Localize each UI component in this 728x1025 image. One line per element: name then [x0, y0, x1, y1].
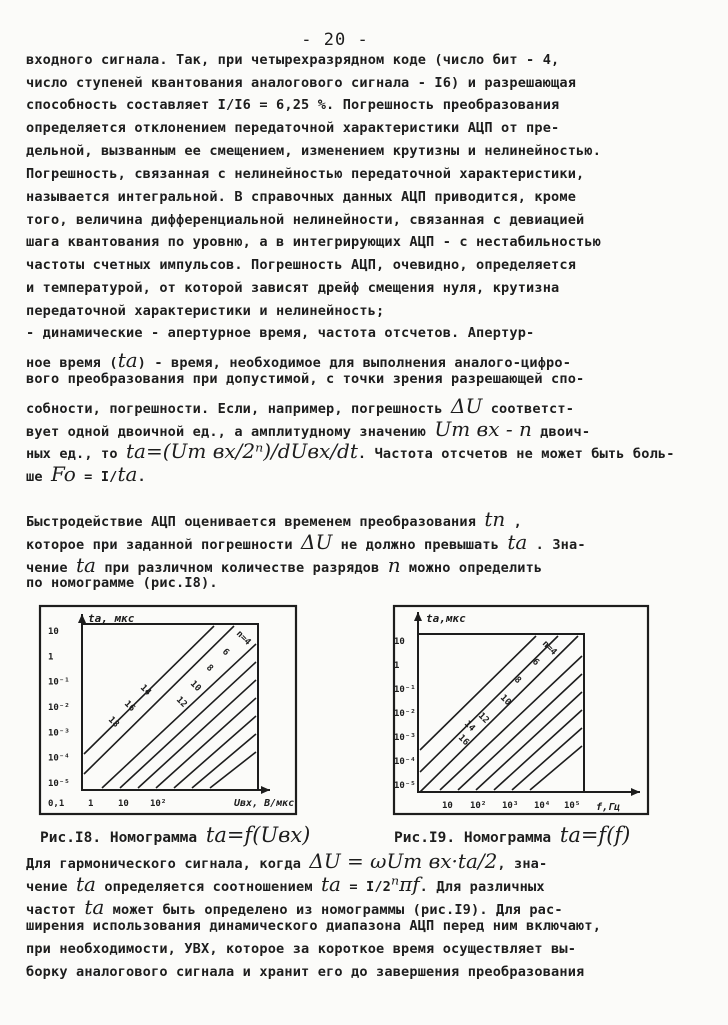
y-tick-label: 10⁻² — [48, 703, 70, 713]
x-tick-label: 10² — [150, 799, 167, 809]
text-line — [26, 189, 576, 205]
handwritten-formula: ta — [76, 553, 96, 577]
text-run: вого преобразования при допустимой, с точки зрения разрешающей спо- — [26, 371, 585, 387]
caption-fig18 — [40, 823, 310, 847]
caption-fig18-formula: ta=f(Uвх) — [205, 823, 311, 847]
text-line — [26, 234, 601, 250]
handwritten-formula: ΔU = ωUm вх·ta/2 — [309, 849, 498, 873]
y-tick-label: 10⁻⁴ — [394, 757, 416, 767]
text-run: число ступеней квантования аналогового сигнала - I6) и разрешающая — [26, 75, 577, 91]
series-label: 12 — [475, 711, 491, 726]
text-run: частоты счетных импульсов. Погрешность АЦП, очевидно, определяется — [26, 257, 577, 273]
text-run: . Для различных — [419, 879, 545, 895]
text-run: способность составляет I/I6 = 6,25 %. Погрешность преобразования — [26, 97, 560, 113]
text-run: , — [505, 514, 522, 530]
handwritten-formula: ta=(Um вх/2ⁿ)/dUвх/dt — [126, 439, 358, 463]
y-axis-label: ta,мкс — [426, 612, 466, 625]
text-run: того, величина дифференциальной нелинейности, связанная с девиацией — [26, 212, 585, 228]
handwritten-formula: ΔU — [451, 394, 483, 418]
y-tick-label: 1 — [394, 661, 400, 671]
text-line — [26, 348, 571, 372]
series-label: n=4 — [233, 629, 253, 648]
series-label: 10 — [187, 679, 203, 694]
series-label: 8 — [203, 663, 215, 674]
text-line — [26, 507, 522, 531]
x-axis-label: Uвх, В/мкс — [234, 798, 295, 809]
text-run: называется интегральной. В справочных данных АЦП приводится, кроме — [26, 189, 577, 205]
series-label: 10 — [497, 693, 513, 708]
series-label: 18 — [105, 715, 121, 730]
handwritten-formula: tп — [484, 507, 506, 531]
text-line — [26, 166, 584, 182]
text-line — [26, 964, 584, 980]
y-tick-label: 10 — [48, 627, 59, 637]
nomogram-line — [156, 698, 256, 788]
text-run: ширения использования динамического диапазона АЦП перед ним включают, — [26, 918, 602, 934]
nomogram-line — [192, 734, 256, 788]
y-axis-arrow — [414, 612, 422, 621]
nomogram-line — [512, 728, 582, 790]
handwritten-formula: Fo — [51, 462, 76, 486]
text-line — [26, 918, 601, 934]
series-label: n=4 — [539, 639, 559, 658]
series-label: 14 — [461, 719, 477, 734]
text-run: чение — [26, 560, 77, 576]
text-line — [26, 280, 559, 296]
x-tick-label: 10² — [470, 801, 487, 811]
nomogram-fig19 — [392, 604, 652, 819]
text-run: . Частота отсчетов не может быть боль- — [357, 446, 675, 462]
text-line — [26, 120, 559, 136]
page-number: - 20 - — [301, 30, 369, 50]
x-tick-label: 1 — [88, 799, 94, 809]
text-line — [26, 303, 384, 319]
text-run: = I/2 — [340, 879, 391, 895]
text-line — [26, 575, 218, 591]
text-run: ) - время, необходимое для выполнения аналого-цифро- — [137, 355, 572, 371]
text-run: , зна- — [497, 856, 548, 872]
text-run: = I/ — [75, 469, 118, 485]
text-run: ше — [26, 469, 52, 485]
nomogram-line — [455, 674, 582, 790]
y-tick-label: 10⁻² — [394, 709, 416, 719]
nomogram-line — [494, 710, 582, 790]
text-run: Быстродействие АЦП оценивается временем преобразования — [26, 514, 485, 530]
x-axis-arrow — [631, 788, 640, 796]
text-line — [26, 212, 584, 228]
text-run: шага квантования по уровню, а в интегрирующих АЦП - с нестабильностью — [26, 234, 602, 250]
text-run: определяется отклонением передаточной характеристики АЦП от пре- — [26, 120, 560, 136]
text-run: Для гармонического сигнала, когда — [26, 856, 310, 872]
text-line — [26, 941, 576, 957]
text-run: ных ед., то — [26, 446, 127, 462]
x-tick-label: 0,1 — [48, 799, 65, 809]
text-run: которое при заданной погрешности — [26, 537, 302, 553]
text-run: может быть определено из номограммы (рис.I9). Для рас- — [104, 902, 563, 918]
text-line — [26, 394, 574, 418]
plot-area — [82, 624, 258, 790]
text-run: частот — [26, 902, 85, 918]
nomogram-line — [138, 680, 256, 788]
text-run: входного сигнала. Так, при четырехразрядном коде (число бит - 4, — [26, 52, 560, 68]
y-tick-label: 1 — [48, 652, 54, 663]
handwritten-formula: ΔU — [301, 530, 333, 554]
text-line — [26, 895, 563, 919]
text-run: ное время ( — [26, 355, 118, 371]
series-label: 12 — [173, 695, 189, 710]
nomogram-fig18 — [38, 604, 300, 819]
text-line — [26, 75, 576, 91]
handwritten-formula: ta — [321, 872, 341, 896]
text-run: не должно превышать — [332, 537, 508, 553]
series-label: 8 — [511, 675, 523, 686]
series-label: 16 — [121, 699, 137, 714]
x-tick-label: 10⁴ — [534, 801, 551, 811]
text-run: вует одной двоичной ед., а амплитудному значению — [26, 424, 435, 440]
handwritten-formula: ta — [76, 872, 96, 896]
text-run: при необходимости, УВХ, которое за короткое время осуществляет вы- — [26, 941, 577, 957]
text-line — [26, 143, 601, 159]
x-tick-label: 10 — [118, 799, 129, 809]
text-line — [26, 52, 559, 68]
x-tick-label: 10 — [442, 801, 453, 811]
text-run: . — [137, 469, 146, 485]
text-run: . Зна- — [527, 537, 586, 553]
x-axis-arrow — [261, 786, 270, 794]
y-tick-label: 10⁻⁵ — [48, 779, 70, 789]
x-tick-label: 10⁵ — [564, 801, 581, 811]
text-run: чение — [26, 879, 77, 895]
y-tick-label: 10⁻¹ — [394, 685, 416, 695]
handwritten-formula: ta — [117, 348, 138, 372]
y-tick-label: 10⁻¹ — [48, 677, 70, 688]
caption-fig18-prefix: Рис.I8. Номограмма — [40, 830, 198, 846]
text-run: передаточной характеристики и нелинейность; — [26, 303, 385, 319]
y-tick-label: 10⁻³ — [394, 733, 416, 743]
text-line — [26, 553, 542, 577]
text-line — [26, 257, 576, 273]
text-run: можно определить — [400, 560, 543, 576]
text-line — [26, 462, 146, 486]
nomogram-line — [440, 656, 582, 790]
handwritten-formula: ta — [84, 895, 105, 919]
text-run: при различном количестве разрядов — [95, 560, 388, 576]
series-label: 14 — [137, 683, 153, 698]
text-line — [26, 417, 590, 441]
text-line — [26, 371, 584, 387]
text-run: по номограмме (рис.I8). — [26, 575, 218, 591]
text-line — [26, 325, 534, 341]
series-label: 6 — [529, 657, 541, 668]
y-tick-label: 10 — [394, 637, 405, 647]
y-tick-label: 10⁻⁵ — [394, 781, 416, 791]
text-run: - динамические - апертурное время, частота отсчетов. Апертур- — [26, 325, 535, 341]
y-axis-arrow — [78, 614, 86, 623]
text-run: двоич- — [531, 424, 591, 440]
nomogram-line — [120, 662, 256, 788]
caption-fig19-formula: ta=f(f) — [559, 823, 631, 847]
handwritten-formula: ta — [507, 530, 528, 554]
text-line — [26, 849, 547, 873]
nomogram-line — [210, 752, 256, 788]
handwritten-formula: Um вх - n — [434, 417, 532, 441]
text-run: определяется соотношением — [95, 879, 322, 895]
x-tick-label: 10³ — [502, 801, 519, 811]
x-axis-label: f,Гц — [596, 802, 621, 813]
text-run: дельной, вызванным ее смещением, изменением крутизны и нелинейностью. — [26, 143, 602, 159]
caption-fig19 — [394, 823, 630, 847]
text-line — [26, 439, 675, 463]
text-line — [26, 530, 586, 554]
text-run: борку аналогового сигнала и хранит его до завершения преобразования — [26, 964, 585, 980]
caption-fig19-prefix: Рис.I9. Номограмма — [394, 830, 552, 846]
y-axis-label: ta, мкс — [88, 612, 135, 625]
text-line — [26, 872, 545, 896]
series-label: 6 — [219, 647, 231, 658]
y-tick-label: 10⁻⁴ — [48, 753, 70, 764]
text-run: собности, погрешности. Если, например, погрешность — [26, 401, 452, 417]
text-line — [26, 97, 559, 113]
text-run: и температурой, от которой зависят дрейф смещения нуля, крутизна — [26, 280, 560, 296]
y-tick-label: 10⁻³ — [48, 728, 70, 739]
handwritten-formula: ta — [117, 462, 138, 486]
text-run: Погрешность, связанная с нелинейностью передаточной характеристики, — [26, 166, 585, 182]
handwritten-formula: ⁿπf — [391, 872, 420, 896]
handwritten-formula: n — [387, 553, 401, 577]
series-label: 16 — [455, 733, 471, 748]
text-run: соответст- — [482, 401, 575, 417]
